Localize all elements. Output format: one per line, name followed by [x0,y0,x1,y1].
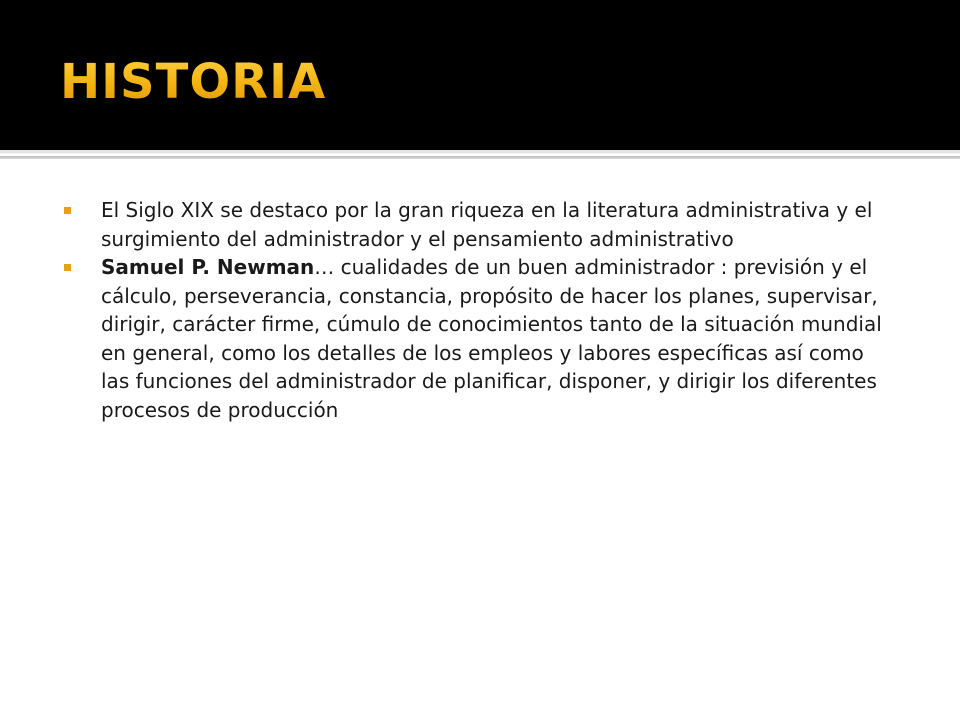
bullet-list [64,196,894,424]
bullet-item [64,196,894,253]
title-divider [0,150,960,159]
title-bar [0,0,960,150]
slide-title: HISTORIA [60,50,326,114]
bullet-text: El Siglo XIX se destaco por la gran riqueza en la literatura administrativa y el surgimiento del administrador y el pensamiento administrativo [101,198,873,251]
square-bullet-icon [64,264,71,271]
slide-content [64,196,894,424]
bullet-item [64,253,894,424]
bullet-text: … cualidades de un buen administrador : previsión y el cálculo, perseverancia, constancia, propósito de hacer los planes, supervisar, dirigir, carácter firme, cúmulo de conocimientos tanto de la situación mundial en general, como los detalles de los empleos y labores específicas así como las funciones del administrador de planificar, disponer, y dirigir los diferentes procesos de producción [101,255,882,422]
square-bullet-icon [64,207,71,214]
person-name: Samuel P. Newman [101,255,315,279]
